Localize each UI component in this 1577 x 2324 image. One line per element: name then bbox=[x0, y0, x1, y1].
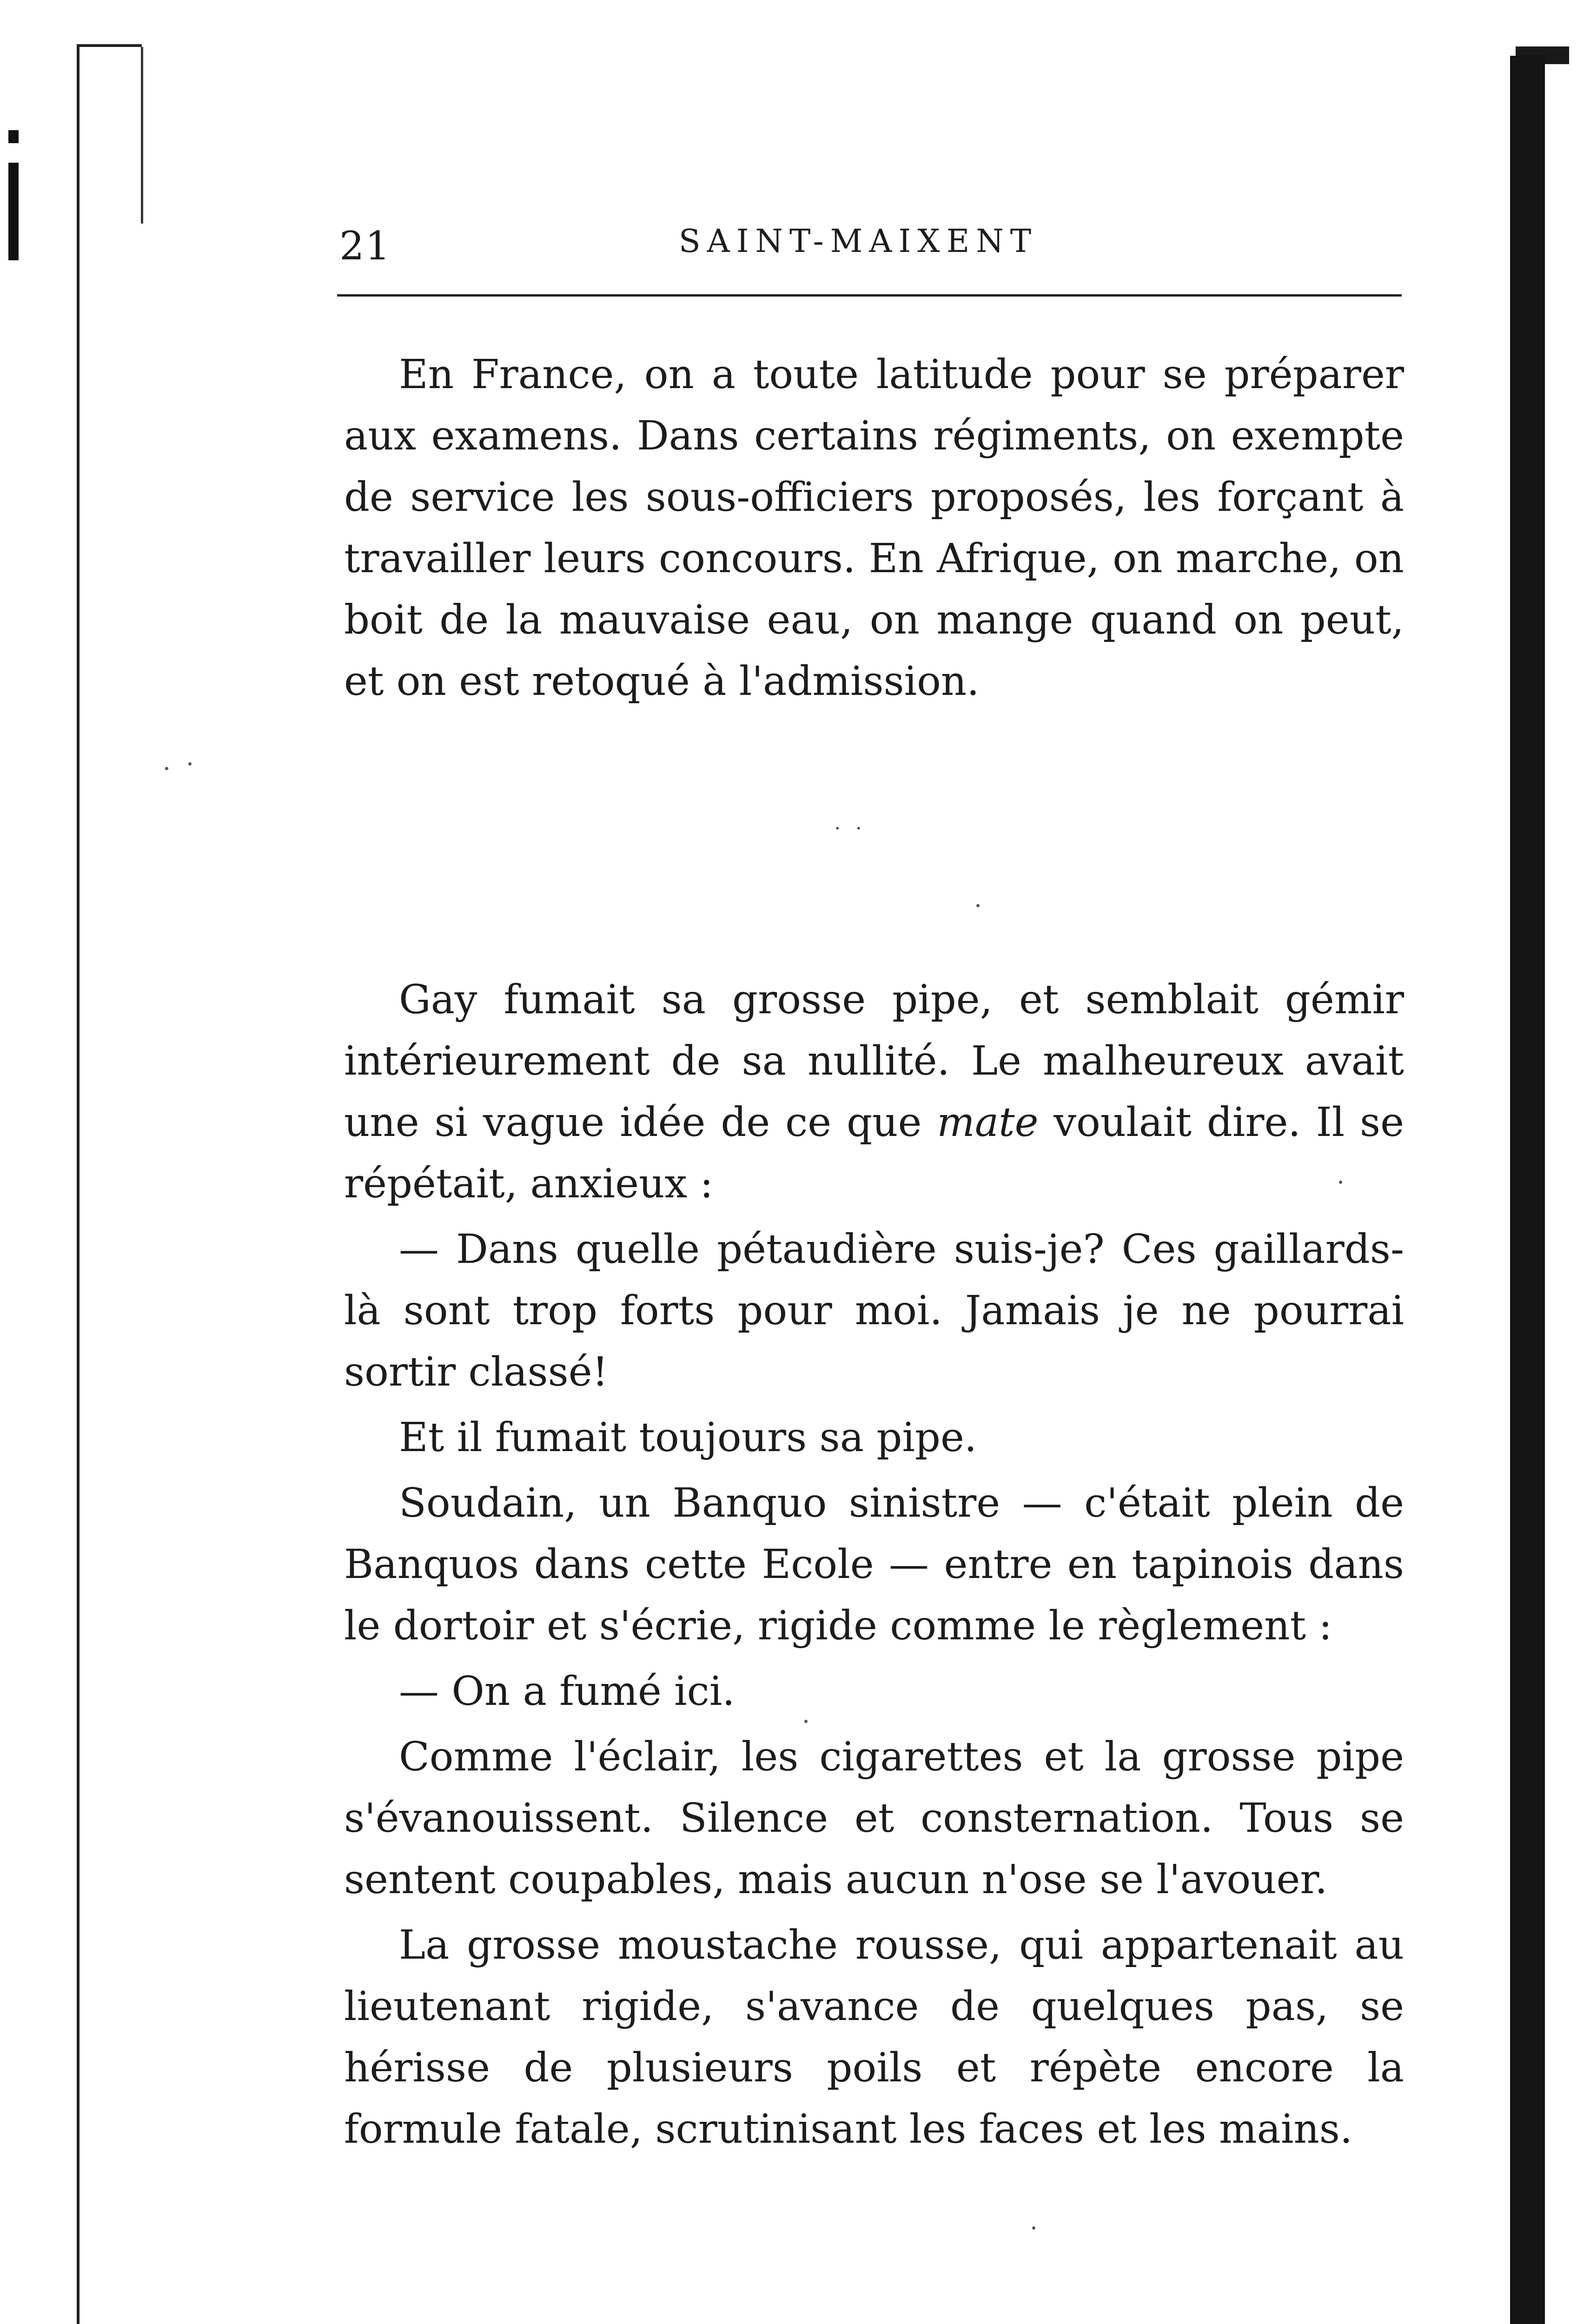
paragraph: Comme l'éclair, les cigarettes et la grosse pipe s'évanouissent. Silence et consternation. Tous se sentent coupables, mais aucun n'ose se l'avouer. bbox=[344, 1734, 1404, 1903]
paragraph-dialogue: — Dans quelle pétaudière suis-je? Ces gaillards-là sont trop forts pour moi. Jamais je ne pourrai sortir classé! bbox=[344, 1226, 1404, 1395]
scan-binding-shadow bbox=[1510, 56, 1545, 2324]
paragraph: La grosse moustache rousse, qui appartenait au lieutenant rigide, s'avance de quelques pas, se hérisse de plusieurs poils et répète encore la formule fatale, scrutinisant les faces et les mains. bbox=[344, 1922, 1404, 2152]
header-rule bbox=[337, 294, 1402, 297]
paragraph: Soudain, un Banquo sinistre — c'était plein de Banquos dans cette Ecole — entre en tapinois dans le dortoir et s'écrie, rigide comme le règlement : bbox=[344, 1480, 1404, 1649]
scan-speck bbox=[1032, 2226, 1035, 2230]
paragraph-text-start: Gay fumait sa grosse pipe, et semblait gémir intérieurement de sa nullité. Le malheureux avait une si vague idée de ce que bbox=[344, 977, 1404, 1146]
scan-speck bbox=[188, 762, 192, 766]
scan-edge-marks bbox=[8, 130, 19, 260]
text-block-second bbox=[344, 969, 1404, 2164]
scan-speck bbox=[165, 767, 168, 770]
emphasis-word: mate bbox=[937, 1099, 1039, 1146]
paragraph: Et il fumait toujours sa pipe. bbox=[399, 1414, 977, 1461]
paragraph bbox=[344, 969, 1404, 1215]
scan-speck bbox=[976, 904, 980, 907]
paragraph: En France, on a toute latitude pour se préparer aux examens. Dans certains régiments, on exempte de service les sous-officiers proposés, les forçant à travailler leurs concours. En Afrique, on marche, on boit de la mauvaise eau, on mange quand on peut, et on est retoqué à l'admission. bbox=[344, 351, 1404, 705]
scan-edge-bracket bbox=[77, 44, 142, 2324]
running-title: SAINT-MAIXENT bbox=[679, 223, 1038, 260]
paragraph-dialogue: — On a fumé ici. bbox=[399, 1668, 735, 1715]
scan-speck bbox=[1339, 1181, 1342, 1184]
text-block-first bbox=[344, 344, 1404, 716]
section-ornament: · · bbox=[835, 818, 867, 839]
page-number: 21 bbox=[339, 223, 391, 269]
scan-speck bbox=[804, 1720, 808, 1723]
paragraph-text-end: voulait dire. Il se répétait, anxieux : bbox=[344, 1099, 1405, 1207]
